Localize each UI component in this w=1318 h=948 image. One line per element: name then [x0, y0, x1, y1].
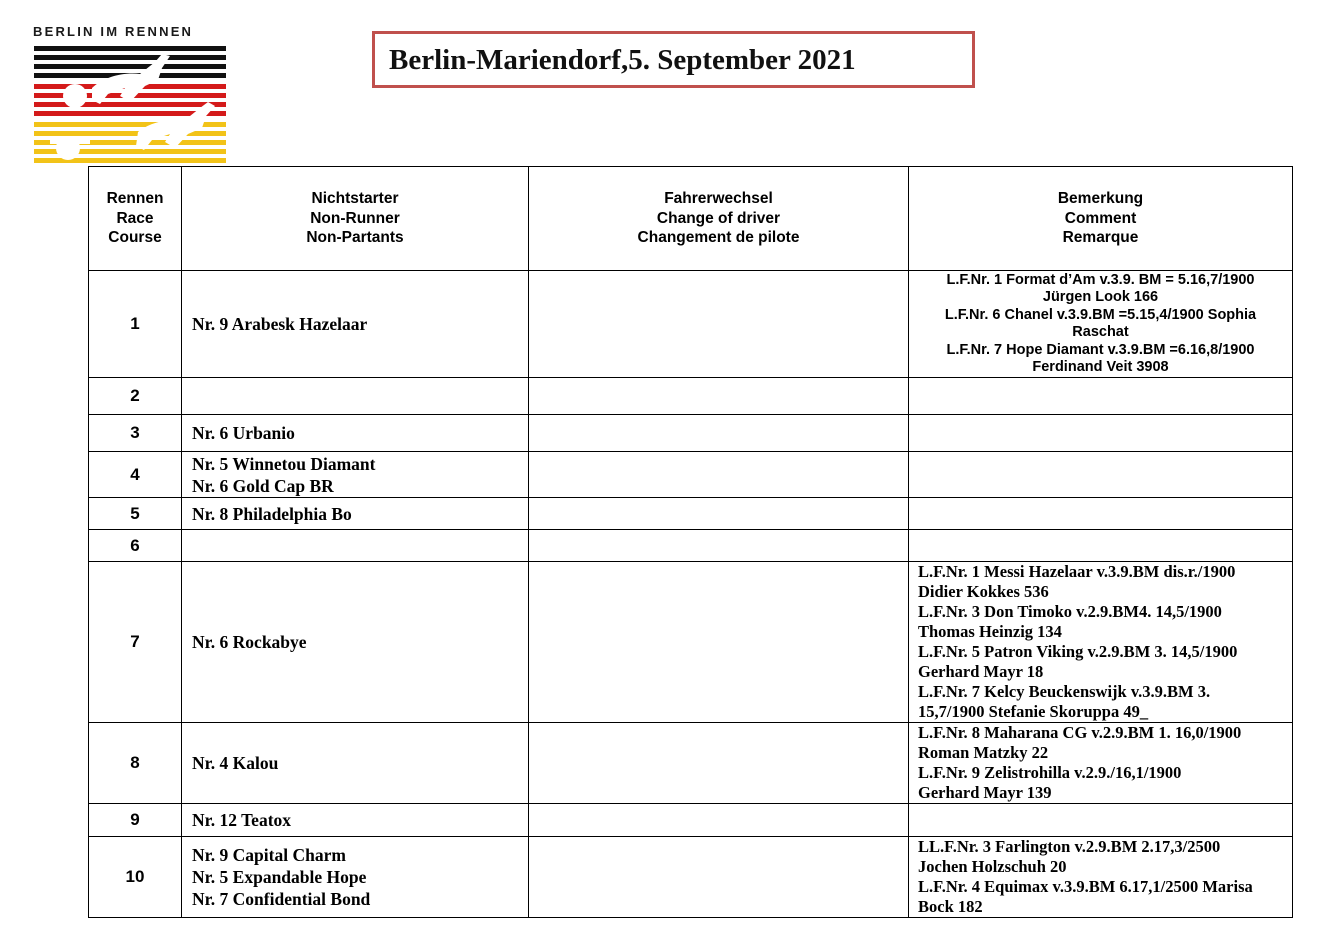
- non-runners-cell: Nr. 8 Philadelphia Bo: [182, 498, 529, 530]
- remark-cell: [909, 498, 1293, 530]
- non-runners-cell: Nr. 6 Rockabye: [182, 562, 529, 723]
- race-number: 5: [89, 498, 182, 530]
- driver-change-cell: [529, 723, 909, 804]
- header-race: Rennen Race Course: [89, 167, 182, 271]
- non-runners-cell: Nr. 9 Arabesk Hazelaar: [182, 271, 529, 378]
- title-box: [372, 31, 975, 88]
- driver-change-cell: [529, 562, 909, 723]
- table-row: [89, 271, 1293, 378]
- driver-change-cell: [529, 271, 909, 378]
- non-runners-cell: Nr. 6 Urbanio: [182, 415, 529, 452]
- header-driver-change: Fahrerwechsel Change of driver Changement de pilote: [529, 167, 909, 271]
- page-title: Berlin-Mariendorf,5. September 2021: [389, 44, 856, 76]
- driver-change-cell: [529, 498, 909, 530]
- remark-cell: L.F.Nr. 1 Messi Hazelaar v.3.9.BM dis.r./1900 Didier Kokkes 536 L.F.Nr. 3 Don Timoko v.2.9.BM4. 14,5/1900 Thomas Heinzig 134 L.F.Nr. 5 Patron Viking v.2.9.BM 3. 14,5/1900 Gerhard Mayr 18 L.F.Nr. 7 Kelcy Beuckenswijk v.3.9.BM 3. 15,7/1900 Stefanie Skoruppa 49_: [909, 562, 1293, 723]
- driver-change-cell: [529, 452, 909, 498]
- remark-cell: LL.F.Nr. 3 Farlington v.2.9.BM 2.17,3/2500 Jochen Holzschuh 20 L.F.Nr. 4 Equimax v.3.9.BM 6.17,1/2500 Marisa Bock 182: [909, 837, 1293, 918]
- driver-change-cell: [529, 837, 909, 918]
- table-row: [89, 498, 1293, 530]
- race-number: 9: [89, 804, 182, 837]
- non-runners-cell: Nr. 4 Kalou: [182, 723, 529, 804]
- table-row: [89, 723, 1293, 804]
- table-row: [89, 415, 1293, 452]
- table-row: [89, 530, 1293, 562]
- race-number: 2: [89, 378, 182, 415]
- non-runners-cell: [182, 530, 529, 562]
- remark-cell: [909, 530, 1293, 562]
- driver-change-cell: [529, 804, 909, 837]
- race-number: 10: [89, 837, 182, 918]
- race-number: 7: [89, 562, 182, 723]
- header-nonrunner: Nichtstarter Non-Runner Non-Partants: [182, 167, 529, 271]
- remark-cell: L.F.Nr. 1 Format d’Am v.3.9. BM = 5.16,7/1900 Jürgen Look 166 L.F.Nr. 6 Chanel v.3.9.BM =5.15,4/1900 Sophia Raschat L.F.Nr. 7 Hope Diamant v.3.9.BM =6.16,8/1900 Ferdinand Veit 3908: [909, 271, 1293, 378]
- table-row: [89, 562, 1293, 723]
- table-row: [89, 804, 1293, 837]
- driver-change-cell: [529, 415, 909, 452]
- header-row: [89, 167, 1293, 271]
- remark-cell: [909, 415, 1293, 452]
- table-row: [89, 837, 1293, 918]
- header-remark: Bemerkung Comment Remarque: [909, 167, 1293, 271]
- race-number: 6: [89, 530, 182, 562]
- race-number: 3: [89, 415, 182, 452]
- remark-cell: [909, 804, 1293, 837]
- trotting-horse-icon: [30, 44, 230, 166]
- remark-cell: L.F.Nr. 8 Maharana CG v.2.9.BM 1. 16,0/1900 Roman Matzky 22 L.F.Nr. 9 Zelistrohilla v.2.9./16,1/1900 Gerhard Mayr 139: [909, 723, 1293, 804]
- driver-change-cell: [529, 530, 909, 562]
- remark-cell: [909, 378, 1293, 415]
- table-row: [89, 452, 1293, 498]
- table-row: [89, 378, 1293, 415]
- non-runners-cell: [182, 378, 529, 415]
- race-changes-table: [88, 166, 1293, 918]
- berlin-im-rennen-logo: [30, 24, 230, 166]
- non-runners-cell: Nr. 5 Winnetou Diamant Nr. 6 Gold Cap BR: [182, 452, 529, 498]
- race-number: 8: [89, 723, 182, 804]
- driver-change-cell: [529, 378, 909, 415]
- non-runners-cell: Nr. 9 Capital Charm Nr. 5 Expandable Hope Nr. 7 Confidential Bond: [182, 837, 529, 918]
- race-number: 1: [89, 271, 182, 378]
- non-runners-cell: Nr. 12 Teatox: [182, 804, 529, 837]
- remark-cell: [909, 452, 1293, 498]
- race-number: 4: [89, 452, 182, 498]
- logo-text: BERLIN IM RENNEN: [33, 24, 194, 39]
